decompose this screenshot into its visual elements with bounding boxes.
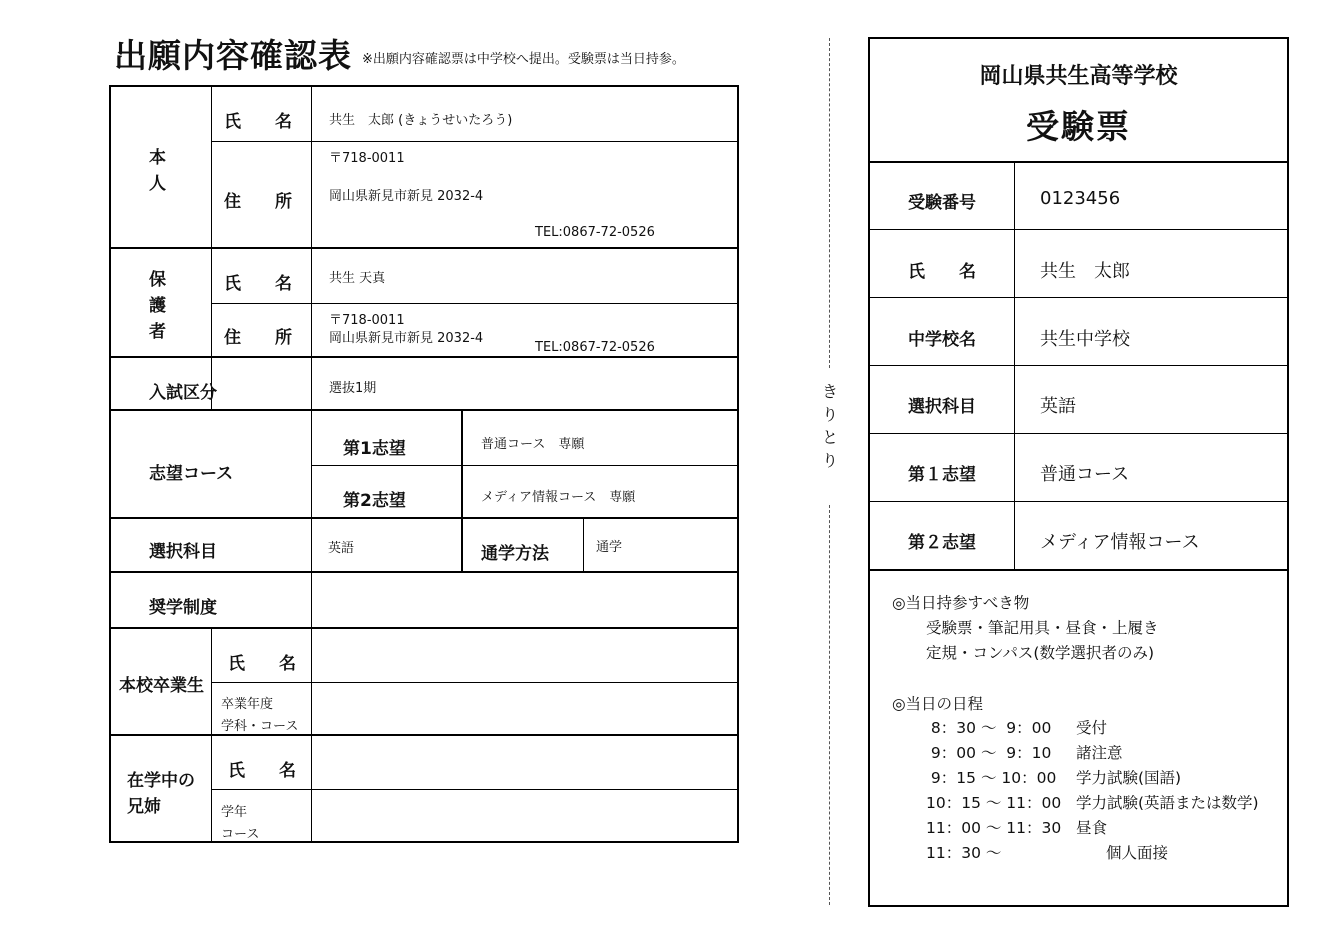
schedule-time: 11：00 ～ 11：30 [926,819,1062,837]
applicant-label-2: 人 [149,174,166,194]
schedule-heading: ◎当日の日程 [892,695,984,713]
ticket-subject-value: 英語 [1040,396,1076,417]
subject-value: 英語 [328,541,355,556]
alumni-name-label: 氏 名 [228,654,296,674]
bring-heading: ◎当日持参すべき物 [892,594,1030,612]
schedule-time: 10：15 ～ 11：00 [926,794,1062,812]
ticket-first-choice-label: 第１志望 [908,465,976,485]
schedule-time: 9：00 ～ 9：10 [926,744,1052,762]
ticket-second-choice-label: 第２志望 [908,533,976,553]
cut-label: き り と り [821,382,838,470]
guardian-address-label: 住 所 [224,328,292,348]
schedule-time: 8：30 ～ 9：00 [926,719,1052,737]
alumni-label: 本校卒業生 [119,676,204,696]
application-confirmation-form [109,85,739,843]
cut-line-top [829,38,830,368]
page-title: 出願内容確認表 [114,36,352,75]
course-label: 志望コース [149,464,234,484]
ticket-subject-label: 選択科目 [908,397,976,417]
school-name: 岡山県共生高等学校 [979,63,1178,89]
exam-type-value: 選抜1期 [329,381,377,396]
guardian-label-2: 護 [149,296,166,316]
scholarship-label: 奨学制度 [149,598,217,618]
schedule-event: 学力試験(英語または数学) [1076,794,1259,812]
guardian-postal: 〒718-0011 [329,313,405,328]
commute-label: 通学方法 [481,544,549,564]
exam-number-value: 0123456 [1040,188,1121,209]
commute-value: 通学 [596,540,623,555]
applicant-address: 岡山県新見市新見 2032-4 [329,189,484,204]
guardian-label-3: 者 [149,322,166,342]
exam-number-label: 受験番号 [908,193,976,213]
schedule-time: 11：30 ～ [926,844,1002,862]
schedule-event: 受付 [1076,719,1108,737]
applicant-postal: 〒718-0011 [329,151,405,166]
bring-line-1: 受験票・筆記用具・昼食・上履き [926,619,1159,637]
guardian-name-value: 共生 天真 [329,271,386,286]
schedule-event: 学力試験(国語) [1076,769,1182,787]
sibling-label-2: 兄姉 [127,797,161,817]
subject-label: 選択科目 [149,542,217,562]
sibling-name-label: 氏 名 [228,761,296,781]
junior-high-label: 中学校名 [908,330,976,350]
alumni-dept-label: 学科・コース [221,719,299,734]
guardian-name-label: 氏 名 [224,274,292,294]
cut-line-bottom [829,505,830,905]
applicant-tel: TEL:0867-72-0526 [535,225,655,240]
ticket-title: 受験票 [1026,107,1131,146]
applicant-name-label: 氏 名 [224,112,292,132]
ticket-name-value: 共生 太郎 [1040,261,1130,282]
submission-note: ※出願内容確認票は中学校へ提出。受験票は当日持参。 [362,52,685,67]
applicant-name-value: 共生 太郎 (きょうせいたろう) [329,113,513,128]
sibling-grade-label: 学年 [221,805,248,820]
second-choice-label: 第2志望 [343,491,406,511]
applicant-label-1: 本 [149,148,166,168]
first-choice-label: 第1志望 [343,439,406,459]
schedule-event: 個人面接 [1106,844,1169,862]
second-choice-value: メディア情報コース 専願 [481,490,636,505]
exam-admission-ticket [868,37,1289,907]
exam-type-label: 入試区分 [149,383,217,403]
guardian-tel: TEL:0867-72-0526 [535,340,655,355]
sibling-label-1: 在学中の [127,771,195,791]
applicant-address-label: 住 所 [224,192,292,212]
ticket-second-choice-value: メディア情報コース [1040,532,1200,553]
alumni-year-label: 卒業年度 [221,697,274,712]
first-choice-value: 普通コース 専願 [481,437,585,452]
ticket-first-choice-value: 普通コース [1040,464,1130,485]
guardian-label-1: 保 [149,270,166,290]
sibling-course-label: コース [221,827,260,842]
schedule-event: 諸注意 [1076,744,1123,762]
guardian-address: 岡山県新見市新見 2032-4 [329,331,484,346]
schedule-event: 昼食 [1076,819,1108,837]
junior-high-value: 共生中学校 [1040,329,1130,350]
bring-line-2: 定規・コンパス(数学選択者のみ) [926,644,1155,662]
ticket-name-label: 氏 名 [908,262,976,282]
schedule-time: 9：15 ～ 10：00 [926,769,1057,787]
